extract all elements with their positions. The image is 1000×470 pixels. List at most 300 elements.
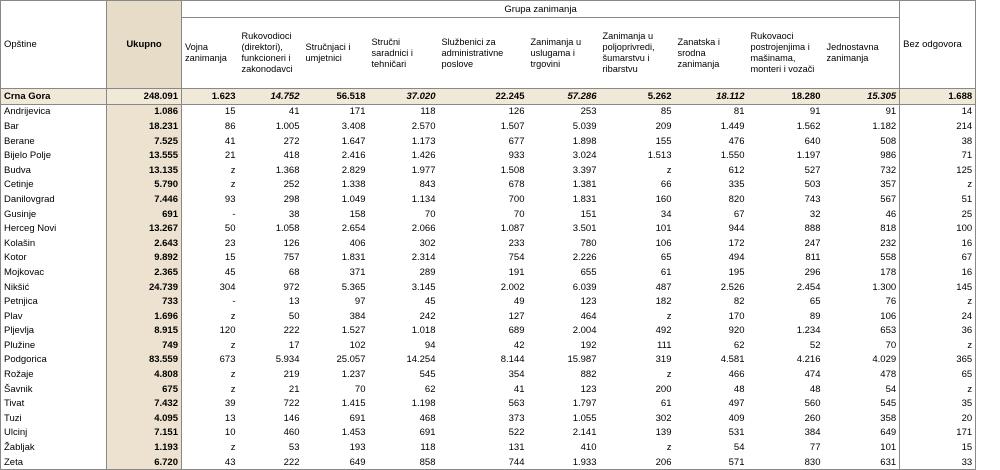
occupation-value: z — [182, 367, 239, 382]
municipality-name: Kotor — [1, 251, 107, 266]
no-answer-value: 1.688 — [900, 89, 976, 105]
header-bez-odgovora: Bez odgovora — [900, 1, 976, 89]
occupation-value: 2.454 — [748, 280, 824, 295]
occupation-value: 732 — [824, 163, 900, 178]
occupation-value: 67 — [675, 207, 748, 222]
occupation-value: 139 — [600, 426, 675, 441]
total-value: 691 — [107, 207, 182, 222]
municipality-name: Bijelo Polje — [1, 148, 107, 163]
table-row — [1, 236, 1000, 251]
occupation-value: 302 — [600, 411, 675, 426]
occupation-value: 146 — [239, 411, 303, 426]
occupation-value: 50 — [182, 221, 239, 236]
occupation-value: 464 — [528, 309, 600, 324]
occupation-value: 304 — [182, 280, 239, 295]
occupation-value: 653 — [824, 324, 900, 339]
occupation-value: 1.198 — [369, 396, 439, 411]
occupation-value: 3.408 — [303, 119, 369, 134]
table-row — [1, 411, 1000, 426]
table-row — [1, 353, 1000, 368]
occupation-value: 492 — [600, 324, 675, 339]
occupation-value: 8.144 — [439, 353, 528, 368]
occupation-value: 1.018 — [369, 324, 439, 339]
occupation-value: 406 — [303, 236, 369, 251]
occupation-value: 102 — [303, 338, 369, 353]
occupation-value: 1.338 — [303, 178, 369, 193]
occupation-value: 123 — [528, 294, 600, 309]
header-occupation: Rukovaoci postrojenjima i mašinama, monteri i vozači — [748, 18, 824, 89]
total-value: 8.915 — [107, 324, 182, 339]
no-answer-value: 16 — [900, 265, 976, 280]
occupation-value: 677 — [439, 134, 528, 149]
municipality-name: Crna Gora — [1, 89, 107, 105]
header-occupation: Stručnjaci i umjetnici — [303, 18, 369, 89]
occupation-value: 89 — [748, 309, 824, 324]
no-answer-value: 214 — [900, 119, 976, 134]
occupation-value: 15.987 — [528, 353, 600, 368]
occupation-value: z — [182, 309, 239, 324]
occupation-value: 158 — [303, 207, 369, 222]
occupation-value: 34 — [600, 207, 675, 222]
occupation-value: 474 — [748, 367, 824, 382]
municipality-name: Šavnik — [1, 382, 107, 397]
occupation-value: 1.507 — [439, 119, 528, 134]
occupation-value: 68 — [239, 265, 303, 280]
occupation-value: 70 — [369, 207, 439, 222]
no-answer-value: 100 — [900, 221, 976, 236]
occupation-value: 1.898 — [528, 134, 600, 149]
occupation-value: 744 — [439, 455, 528, 470]
occupation-value: 15.305 — [824, 89, 900, 105]
occupation-value: 2.141 — [528, 426, 600, 441]
total-value: 24.739 — [107, 280, 182, 295]
header-ukupno: Ukupno — [107, 1, 182, 89]
municipality-name: Cetinje — [1, 178, 107, 193]
occupation-value: 5.365 — [303, 280, 369, 295]
occupation-value: 126 — [239, 236, 303, 251]
occupation-value: 722 — [239, 396, 303, 411]
occupation-value: 1.058 — [239, 221, 303, 236]
occupation-value: 858 — [369, 455, 439, 470]
occupation-value: 65 — [600, 251, 675, 266]
occupation-value: - — [182, 294, 239, 309]
occupation-value: 1.234 — [748, 324, 824, 339]
occupation-value: 52 — [748, 338, 824, 353]
municipality-name: Budva — [1, 163, 107, 178]
no-answer-value: 16 — [900, 236, 976, 251]
total-value: 1.193 — [107, 440, 182, 455]
occupation-value: 1.508 — [439, 163, 528, 178]
occupation-value: 21 — [182, 148, 239, 163]
table-row — [1, 148, 1000, 163]
table-row — [1, 324, 1000, 339]
total-row — [1, 89, 1000, 105]
occupation-value: 2.002 — [439, 280, 528, 295]
occupation-value: 631 — [824, 455, 900, 470]
table-row — [1, 455, 1000, 470]
occupation-value: 410 — [528, 440, 600, 455]
table-row — [1, 265, 1000, 280]
table-row — [1, 294, 1000, 309]
no-answer-value: 33 — [900, 455, 976, 470]
occupation-value: 384 — [303, 309, 369, 324]
occupation-value: 155 — [600, 134, 675, 149]
occupation-value: 195 — [675, 265, 748, 280]
municipality-name: Podgorica — [1, 353, 107, 368]
no-answer-value: z — [900, 338, 976, 353]
municipality-name: Herceg Novi — [1, 221, 107, 236]
no-answer-value: 365 — [900, 353, 976, 368]
occupation-value: 1.623 — [182, 89, 239, 105]
municipality-name: Ulcinj — [1, 426, 107, 441]
occupation-value: 1.237 — [303, 367, 369, 382]
occupation-value: 70 — [439, 207, 528, 222]
occupation-value: 18.280 — [748, 89, 824, 105]
occupation-value: 13 — [239, 294, 303, 309]
occupation-value: 487 — [600, 280, 675, 295]
occupation-value: z — [600, 367, 675, 382]
occupation-value: 193 — [303, 440, 369, 455]
occupation-value: 468 — [369, 411, 439, 426]
occupation-value: 127 — [439, 309, 528, 324]
occupation-value: 1.005 — [239, 119, 303, 134]
occupation-value: 32 — [748, 207, 824, 222]
table-row — [1, 440, 1000, 455]
occupation-value: 3.501 — [528, 221, 600, 236]
occupation-value: 497 — [675, 396, 748, 411]
occupation-value: 54 — [824, 382, 900, 397]
municipality-name: Danilovgrad — [1, 192, 107, 207]
occupation-value: 700 — [439, 192, 528, 207]
total-value: 675 — [107, 382, 182, 397]
occupation-value: 1.453 — [303, 426, 369, 441]
occupation-value: 780 — [528, 236, 600, 251]
total-value: 248.091 — [107, 89, 182, 105]
total-value: 6.720 — [107, 455, 182, 470]
occupation-value: 70 — [824, 338, 900, 353]
municipality-name: Andrijevica — [1, 104, 107, 119]
occupation-value: 1.300 — [824, 280, 900, 295]
occupation-value: 1.449 — [675, 119, 748, 134]
occupation-value: 38 — [239, 207, 303, 222]
occupation-value: 1.647 — [303, 134, 369, 149]
occupation-value: 5.934 — [239, 353, 303, 368]
occupation-value: 1.550 — [675, 148, 748, 163]
municipality-name: Nikšić — [1, 280, 107, 295]
occupation-value: 171 — [303, 104, 369, 119]
total-value: 7.525 — [107, 134, 182, 149]
municipality-name: Plužine — [1, 338, 107, 353]
occupation-value: 371 — [303, 265, 369, 280]
no-answer-value: 35 — [900, 396, 976, 411]
table-row — [1, 396, 1000, 411]
occupation-value: z — [600, 309, 675, 324]
occupation-value: 1.368 — [239, 163, 303, 178]
table-row — [1, 251, 1000, 266]
occupation-value: 319 — [600, 353, 675, 368]
header-occupation: Zanimanja u uslugama i trgovini — [528, 18, 600, 89]
occupation-value: 1.055 — [528, 411, 600, 426]
no-answer-value: z — [900, 294, 976, 309]
occupation-value: 118 — [369, 104, 439, 119]
total-value: 4.095 — [107, 411, 182, 426]
occupation-value: 120 — [182, 324, 239, 339]
occupation-value: 101 — [824, 440, 900, 455]
occupation-value: 567 — [824, 192, 900, 207]
occupation-value: 3.024 — [528, 148, 600, 163]
occupation-value: - — [182, 207, 239, 222]
occupation-value: 3.145 — [369, 280, 439, 295]
occupation-value: 354 — [439, 367, 528, 382]
occupation-value: 1.513 — [600, 148, 675, 163]
occupation-value: 61 — [600, 265, 675, 280]
occupation-value: 66 — [600, 178, 675, 193]
occupation-value: 222 — [239, 455, 303, 470]
occupation-value: 178 — [824, 265, 900, 280]
table-row — [1, 338, 1000, 353]
occupation-value: 192 — [528, 338, 600, 353]
occupation-value: 1.797 — [528, 396, 600, 411]
occupation-value: 48 — [748, 382, 824, 397]
total-value: 13.135 — [107, 163, 182, 178]
no-answer-value: 14 — [900, 104, 976, 119]
table-row — [1, 119, 1000, 134]
occupation-value: 37.020 — [369, 89, 439, 105]
no-answer-value: 65 — [900, 367, 976, 382]
occupation-value: 94 — [369, 338, 439, 353]
header-occupation: Zanatska i srodna zanimanja — [675, 18, 748, 89]
occupation-value: 466 — [675, 367, 748, 382]
occupation-value: 409 — [675, 411, 748, 426]
total-value: 2.643 — [107, 236, 182, 251]
municipality-name: Gusinje — [1, 207, 107, 222]
municipality-name: Mojkovac — [1, 265, 107, 280]
occupation-value: 1.977 — [369, 163, 439, 178]
table-row — [1, 192, 1000, 207]
occupation-value: 22.245 — [439, 89, 528, 105]
occupation-value: 527 — [748, 163, 824, 178]
table-row — [1, 367, 1000, 382]
occupation-value: 743 — [748, 192, 824, 207]
total-value: 7.446 — [107, 192, 182, 207]
no-answer-value: 25 — [900, 207, 976, 222]
table-row — [1, 104, 1000, 119]
occupation-value: 571 — [675, 455, 748, 470]
no-answer-value: 38 — [900, 134, 976, 149]
municipality-name: Berane — [1, 134, 107, 149]
municipality-name: Pljevlja — [1, 324, 107, 339]
occupation-value: 2.004 — [528, 324, 600, 339]
occupation-value: 1.134 — [369, 192, 439, 207]
occupation-value: 232 — [824, 236, 900, 251]
occupation-value: 118 — [369, 440, 439, 455]
occupation-value: 673 — [182, 353, 239, 368]
occupation-value: 86 — [182, 119, 239, 134]
no-answer-value: 145 — [900, 280, 976, 295]
occupation-value: 45 — [369, 294, 439, 309]
occupation-value: 46 — [824, 207, 900, 222]
occupation-value: 302 — [369, 236, 439, 251]
occupation-value: 1.415 — [303, 396, 369, 411]
total-value: 13.267 — [107, 221, 182, 236]
municipality-name: Zeta — [1, 455, 107, 470]
occupation-value: 640 — [748, 134, 824, 149]
occupation-value: 18.112 — [675, 89, 748, 105]
occupation-value: 1.182 — [824, 119, 900, 134]
occupation-value: 4.581 — [675, 353, 748, 368]
municipality-name: Tuzi — [1, 411, 107, 426]
occupation-value: 272 — [239, 134, 303, 149]
municipality-name: Plav — [1, 309, 107, 324]
occupation-value: 357 — [824, 178, 900, 193]
occupation-value: z — [600, 163, 675, 178]
occupation-value: 503 — [748, 178, 824, 193]
occupation-value: 85 — [600, 104, 675, 119]
municipality-name: Petnjica — [1, 294, 107, 309]
occupation-value: 151 — [528, 207, 600, 222]
header-occupation: Službenici za administrativne poslove — [439, 18, 528, 89]
occupation-value: 45 — [182, 265, 239, 280]
occupation-value: 54 — [675, 440, 748, 455]
occupation-value: 1.831 — [528, 192, 600, 207]
total-value: 13.555 — [107, 148, 182, 163]
occupation-value: 222 — [239, 324, 303, 339]
occupation-value: 233 — [439, 236, 528, 251]
occupation-value: 21 — [239, 382, 303, 397]
occupation-value: 649 — [303, 455, 369, 470]
occupation-value: 15 — [182, 104, 239, 119]
no-answer-value: 24 — [900, 309, 976, 324]
occupation-value: 2.526 — [675, 280, 748, 295]
table-row — [1, 280, 1000, 295]
occupation-value: 882 — [528, 367, 600, 382]
no-answer-value: z — [900, 178, 976, 193]
occupation-value: 4.029 — [824, 353, 900, 368]
total-value: 9.892 — [107, 251, 182, 266]
header-occupation: Jednostavna zanimanja — [824, 18, 900, 89]
occupation-value: 53 — [239, 440, 303, 455]
occupation-value: 1.562 — [748, 119, 824, 134]
occupation-value: 5.262 — [600, 89, 675, 105]
occupation-value: 384 — [748, 426, 824, 441]
total-value: 2.365 — [107, 265, 182, 280]
occupation-value: 691 — [303, 411, 369, 426]
table-row — [1, 134, 1000, 149]
occupation-value: 242 — [369, 309, 439, 324]
occupation-value: 1.933 — [528, 455, 600, 470]
occupation-value: 182 — [600, 294, 675, 309]
no-answer-value: 71 — [900, 148, 976, 163]
occupation-value: 49 — [439, 294, 528, 309]
no-answer-value: 67 — [900, 251, 976, 266]
occupation-value: 41 — [439, 382, 528, 397]
occupation-value: 545 — [369, 367, 439, 382]
occupation-value: 2.570 — [369, 119, 439, 134]
occupation-value: 172 — [675, 236, 748, 251]
occupation-value: 373 — [439, 411, 528, 426]
total-value: 7.151 — [107, 426, 182, 441]
occupation-value: 76 — [824, 294, 900, 309]
occupation-value: 2.226 — [528, 251, 600, 266]
occupation-value: 655 — [528, 265, 600, 280]
table-row — [1, 221, 1000, 236]
occupation-value: 1.197 — [748, 148, 824, 163]
occupation-value: 70 — [303, 382, 369, 397]
occupation-value: 2.314 — [369, 251, 439, 266]
occupation-value: 97 — [303, 294, 369, 309]
occupation-value: 209 — [600, 119, 675, 134]
occupation-value: 191 — [439, 265, 528, 280]
occupation-value: 123 — [528, 382, 600, 397]
occupation-value: 6.039 — [528, 280, 600, 295]
header-occupation: Stručni saradnici i tehničari — [369, 18, 439, 89]
municipality-name: Žabljak — [1, 440, 107, 455]
occupation-value: 41 — [182, 134, 239, 149]
occupation-value: 13 — [182, 411, 239, 426]
occupation-value: 818 — [824, 221, 900, 236]
occupation-value: 260 — [748, 411, 824, 426]
no-answer-value: 20 — [900, 411, 976, 426]
occupation-value: 43 — [182, 455, 239, 470]
occupation-value: 219 — [239, 367, 303, 382]
occupation-value: 289 — [369, 265, 439, 280]
occupation-value: 2.829 — [303, 163, 369, 178]
total-value: 83.559 — [107, 353, 182, 368]
occupation-value: 649 — [824, 426, 900, 441]
occupation-value: 14.254 — [369, 353, 439, 368]
occupation-value: 298 — [239, 192, 303, 207]
occupation-value: 170 — [675, 309, 748, 324]
occupation-value: 563 — [439, 396, 528, 411]
occupation-value: 1.087 — [439, 221, 528, 236]
occupation-value: 358 — [824, 411, 900, 426]
occupation-value: 48 — [675, 382, 748, 397]
total-value: 1.696 — [107, 309, 182, 324]
occupation-value: 41 — [239, 104, 303, 119]
occupation-value: 2.066 — [369, 221, 439, 236]
occupation-value: 531 — [675, 426, 748, 441]
municipality-name: Tivat — [1, 396, 107, 411]
table-row — [1, 309, 1000, 324]
occupation-value: 612 — [675, 163, 748, 178]
occupation-value: 944 — [675, 221, 748, 236]
occupation-value: 811 — [748, 251, 824, 266]
occupation-value: 558 — [824, 251, 900, 266]
total-value: 7.432 — [107, 396, 182, 411]
total-value: 4.808 — [107, 367, 182, 382]
occupation-value: 14.752 — [239, 89, 303, 105]
occupation-value: 460 — [239, 426, 303, 441]
occupation-value: 508 — [824, 134, 900, 149]
occupation-value: 252 — [239, 178, 303, 193]
occupation-value: 296 — [748, 265, 824, 280]
occupation-value: 986 — [824, 148, 900, 163]
occupation-value: 843 — [369, 178, 439, 193]
occupation-value: 920 — [675, 324, 748, 339]
table-row — [1, 163, 1000, 178]
occupation-value: 335 — [675, 178, 748, 193]
occupation-value: 545 — [824, 396, 900, 411]
occupation-value: 81 — [675, 104, 748, 119]
occupation-value: 17 — [239, 338, 303, 353]
occupation-value: 101 — [600, 221, 675, 236]
occupation-value: 42 — [439, 338, 528, 353]
occupation-value: 1.173 — [369, 134, 439, 149]
occupation-value: 57.286 — [528, 89, 600, 105]
occupation-value: 10 — [182, 426, 239, 441]
no-answer-value: z — [900, 382, 976, 397]
occupation-value: 757 — [239, 251, 303, 266]
